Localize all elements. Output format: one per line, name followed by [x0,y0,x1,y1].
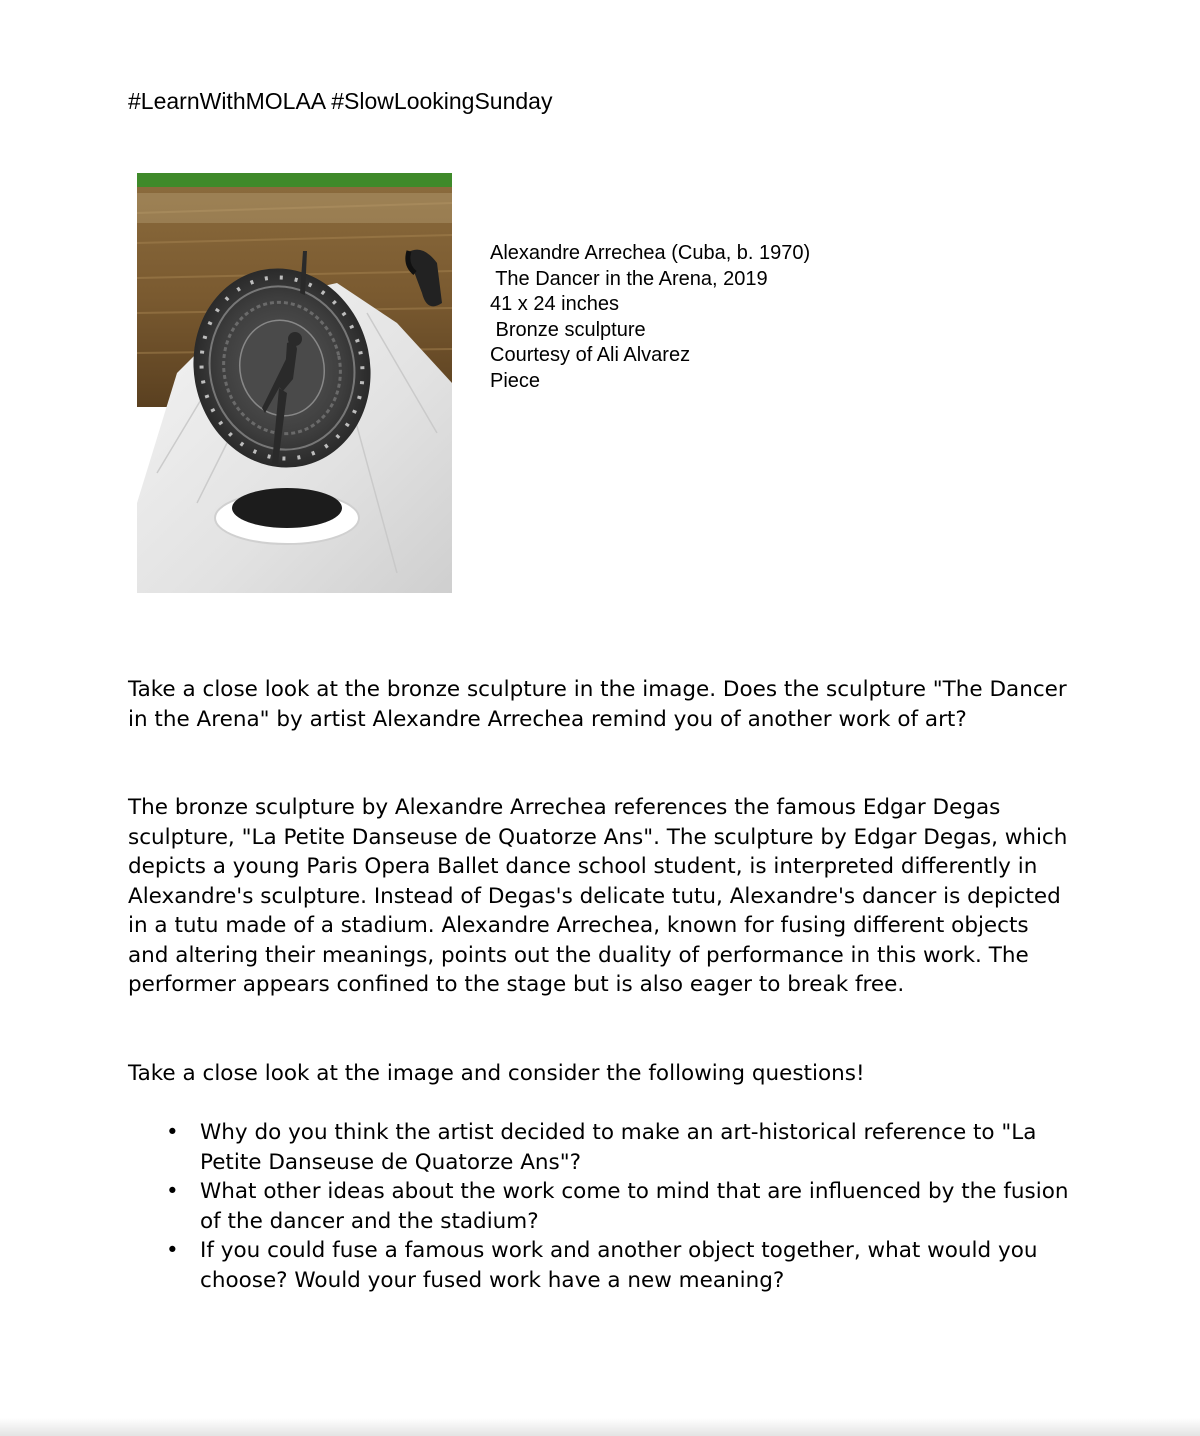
question-text: Why do you think the artist decided to make an art-historical reference to "La Petite Danseuse de Quatorze Ans"? [200,1120,1037,1175]
sculpture-photo [137,173,452,593]
caption-dimensions: 41 x 24 inches [490,293,619,315]
artwork-caption [490,241,810,394]
caption-medium: Bronze sculpture [490,318,646,341]
caption-title: The Dancer in the Arena, 2019 [490,267,768,290]
caption-piece: Piece [490,369,541,392]
caption-artist: Alexandre Arrechea (Cuba, b. 1970) [490,242,811,264]
page-title-hashtags: #LearnWithMOLAA #SlowLookingSunday [128,88,553,114]
page-bottom-shadow [0,1418,1200,1436]
question-text: What other ideas about the work come to mind that are influenced by the fusion of the dancer and the stadium? [200,1179,1069,1234]
questions-list [166,1118,1080,1295]
bullet-icon: • [166,1238,179,1263]
list-item [166,1236,1080,1295]
question-text: If you could fuse a famous work and another object together, what would you choose? Would your fused work have a new meaning? [200,1238,1038,1293]
bullet-icon: • [166,1179,179,1204]
bullet-icon: • [166,1120,179,1145]
questions-intro-paragraph: Take a close look at the image and consider the following questions! [128,1061,865,1086]
list-item [166,1118,1080,1177]
list-item [166,1177,1080,1236]
description-paragraph: The bronze sculpture by Alexandre Arrechea references the famous Edgar Degas sculpture, "La Petite Danseuse de Quatorze Ans". The sculpture by Edgar Degas, which depicts a young Paris Opera Ballet dance school student, is interpreted differently in Alexandre's sculpture. Instead of Degas's delicate tutu, Alexandre's dancer is depicted in a tutu made of a stadium. Alexandre Arrechea, known for fusing different objects and altering their meanings, points out the duality of performance in this work. The performer appears confined to the stage but is also eager to break free. [128,795,1068,997]
intro-paragraph: Take a close look at the bronze sculpture in the image. Does the sculpture "The Dancer in the Arena" by artist Alexandre Arrechea remind you of another work of art? [128,677,1067,732]
caption-credit: Courtesy of Ali Alvarez [490,344,691,366]
